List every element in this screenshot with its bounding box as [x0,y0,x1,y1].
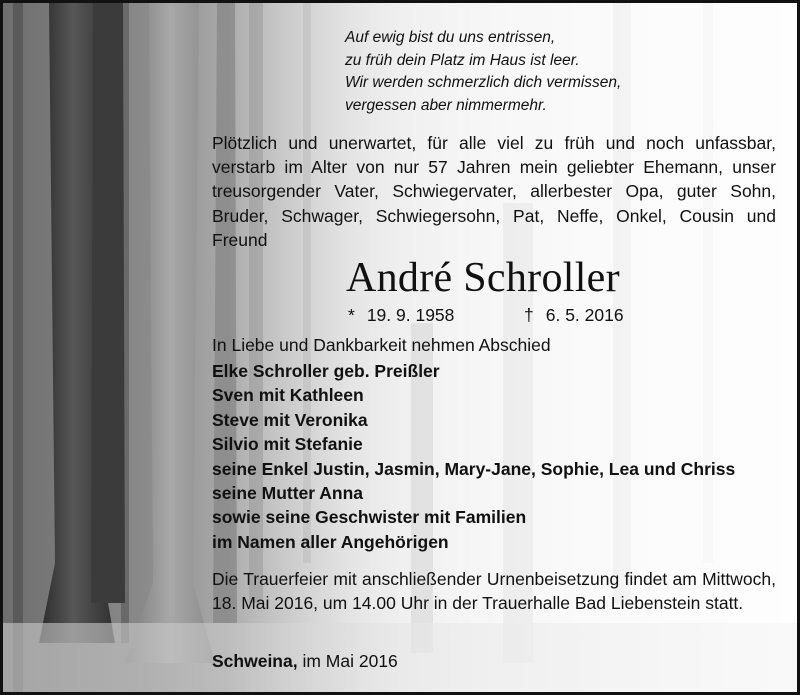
poem-line: Wir werden schmerzlich dich vermissen, [345,74,622,91]
death-date: 6. 5. 2016 [545,305,624,325]
poem-line: Auf ewig bist du uns entrissen, [345,29,556,46]
mourner-entry: seine Enkel Justin, Jasmin, Mary-Jane, Sophie, Lea und Chriss [212,458,736,479]
notice-content [3,3,800,695]
signature-line [212,651,398,672]
mourner-entry: Steve mit Veronika [212,409,368,430]
poem-line: vergessen aber nimmermehr. [345,96,547,114]
poem-line: zu früh dein Platz im Haus ist leer. [345,51,580,69]
death-cross-symbol: † [524,305,534,325]
farewell-line: In Liebe und Dankbarkeit nehmen Abschied [212,335,551,355]
birth-date: 19. 9. 1958 [366,305,455,325]
mourner-entry: Sven mit Kathleen [212,385,364,406]
mourners-list [212,359,735,554]
mourner-entry: im Namen aller Angehörigen [212,531,449,552]
signature-place: Schweina, [212,651,298,671]
death-date-line [524,305,624,326]
mourner-entry: seine Mutter Anna [212,483,364,504]
death-announcement: Plötzlich und unerwartet, für alle viel zu früh und noch unfassbar, verstarb im Alter von nur 57 Jahren mein geliebter Ehemann, unser treusorgender Vater, Schwiegervater, allerbester Opa, guter Sohn, Bruder, Schwager, Schwiegersohn, Pat, Neffe, Onkel, Cousin und Freund [212,133,776,250]
funeral-service-info: Die Trauerfeier mit anschließender Urnenbeisetzung findet am Mittwoch, 18. Mai 2016, um 14.00 Uhr in der Trauerhalle Bad Liebenstein statt. [212,569,776,614]
birth-symbol: * [348,305,355,325]
mourner-entry: sowie seine Geschwister mit Familien [212,507,527,528]
deceased-name: André Schroller [346,255,620,301]
mourner-entry: Elke Schroller geb. Preißler [212,361,440,381]
birth-date-line [348,305,454,326]
memorial-poem [345,27,621,117]
mourner-entry: Silvio mit Stefanie [212,434,363,455]
signature-date: im Mai 2016 [302,651,398,671]
